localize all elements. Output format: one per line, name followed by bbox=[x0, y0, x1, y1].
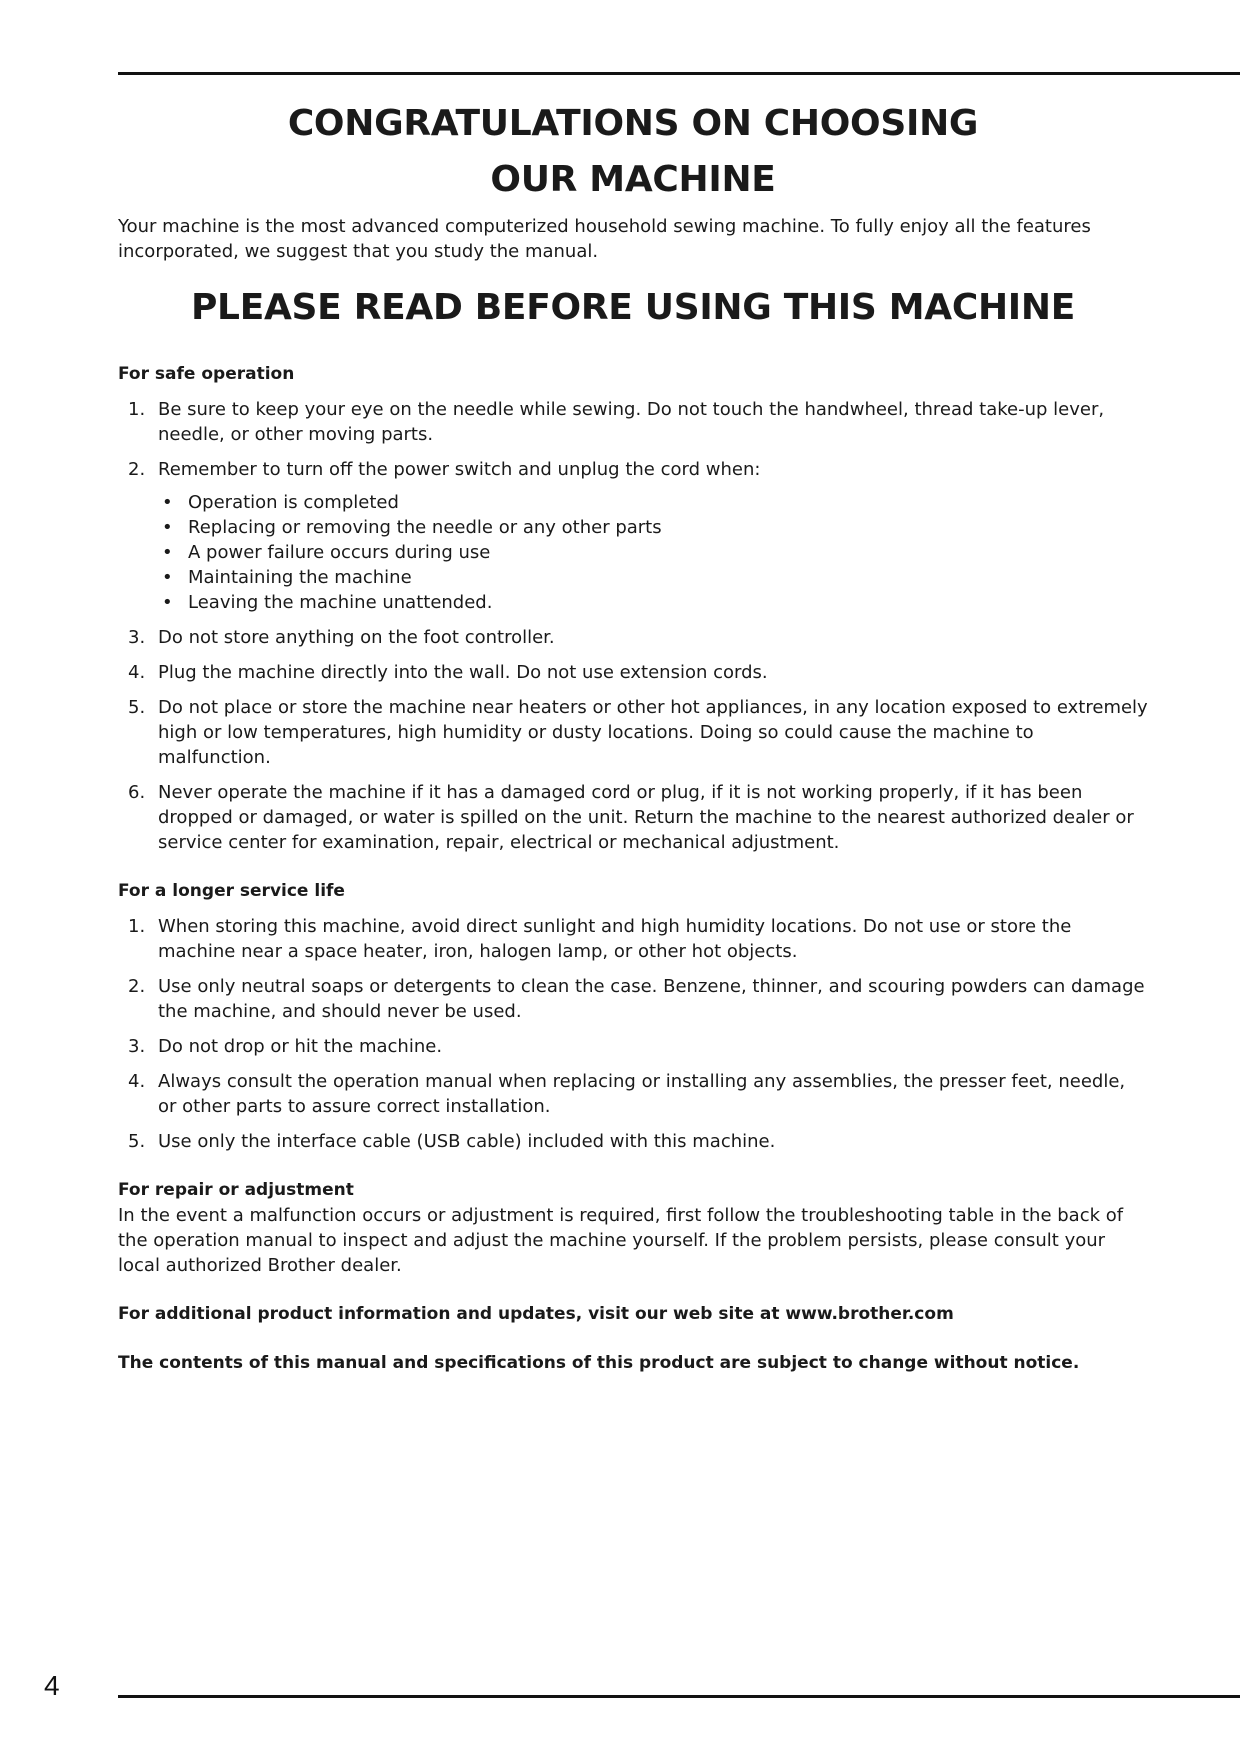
item-number: 2. bbox=[128, 976, 146, 997]
item-number: 5. bbox=[128, 1131, 146, 1152]
item-text: Be sure to keep your eye on the needle while sewing. Do not touch the handwheel, thread take-up lever, needle, or other moving parts. bbox=[158, 399, 1105, 445]
list-item bbox=[118, 914, 1148, 964]
list-item bbox=[118, 1034, 1148, 1059]
item-text: Do not store anything on the foot controller. bbox=[158, 627, 555, 648]
please-read-title: PLEASE READ BEFORE USING THIS MACHINE bbox=[190, 287, 1076, 328]
item-number: 4. bbox=[128, 1071, 146, 1092]
item-number: 2. bbox=[128, 459, 146, 480]
item-number: 1. bbox=[128, 399, 146, 420]
repair-paragraph: In the event a malfunction occurs or adjustment is required, first follow the troubleshooting table in the back of the operation manual to inspect and adjust the machine yourself. If the problem persists, please consult your local authorized Brother dealer. bbox=[118, 1205, 1124, 1276]
section-heading-service-life: For a longer service life bbox=[118, 881, 345, 901]
title-line-1: CONGRATULATIONS ON CHOOSING bbox=[287, 103, 979, 144]
change-notice-line: The contents of this manual and specifications of this product are subject to change without notice. bbox=[118, 1353, 1080, 1373]
bottom-rule bbox=[118, 1695, 1240, 1698]
bullet-item: • Leaving the machine unattended. bbox=[158, 590, 1148, 615]
page-number: 4 bbox=[44, 1670, 60, 1701]
item-number: 1. bbox=[128, 916, 146, 937]
bullet-item: • A power failure occurs during use bbox=[158, 540, 1148, 565]
list-item bbox=[118, 1129, 1148, 1154]
bullet-item: • Replacing or removing the needle or any other parts bbox=[158, 515, 1148, 540]
list-item bbox=[118, 660, 1148, 685]
item-text: Always consult the operation manual when replacing or installing any assemblies, the presser feet, needle, or other parts to assure correct installation. bbox=[158, 1071, 1126, 1117]
top-rule bbox=[118, 72, 1240, 75]
bullet-list bbox=[158, 490, 1148, 615]
list-item bbox=[118, 457, 1148, 615]
service-life-section bbox=[118, 879, 1148, 1154]
item-text: Use only neutral soaps or detergents to clean the case. Benzene, thinner, and scouring powders can damage the machine, and should never be used. bbox=[158, 976, 1145, 1022]
safe-operation-list bbox=[118, 397, 1148, 855]
intro-paragraph: Your machine is the most advanced computerized household sewing machine. To fully enjoy all the features incorporated, we suggest that you study the manual. bbox=[118, 216, 1091, 262]
page-title bbox=[118, 96, 1148, 208]
item-number: 3. bbox=[128, 1036, 146, 1057]
item-text: Never operate the machine if it has a damaged cord or plug, if it is not working properly, if it has been dropped or damaged, or water is spilled on the unit. Return the machine to the nearest authorized dealer or service center for examination, repair, electrical or mechanical adjustment. bbox=[158, 782, 1134, 853]
list-item bbox=[118, 1069, 1148, 1119]
list-item bbox=[118, 780, 1148, 855]
item-text: Plug the machine directly into the wall. Do not use extension cords. bbox=[158, 662, 768, 683]
list-item bbox=[118, 625, 1148, 650]
repair-section bbox=[118, 1178, 1148, 1278]
item-number: 6. bbox=[128, 782, 146, 803]
item-number: 4. bbox=[128, 662, 146, 683]
item-text: When storing this machine, avoid direct sunlight and high humidity locations. Do not use or store the machine near a space heater, iron, halogen lamp, or other hot objects. bbox=[158, 916, 1072, 962]
title-line-2: OUR MACHINE bbox=[490, 159, 776, 200]
list-item bbox=[118, 695, 1148, 770]
item-number: 5. bbox=[128, 697, 146, 718]
service-life-list bbox=[118, 914, 1148, 1154]
section-heading-safe-operation: For safe operation bbox=[118, 364, 295, 384]
bullet-item: • Operation is completed bbox=[158, 490, 1148, 515]
item-number: 3. bbox=[128, 627, 146, 648]
page-content bbox=[118, 96, 1148, 1376]
item-text: Do not place or store the machine near heaters or other hot appliances, in any location exposed to extremely high or low temperatures, high humidity or dusty locations. Doing so could cause the machine to malfunction. bbox=[158, 697, 1148, 768]
item-text: Do not drop or hit the machine. bbox=[158, 1036, 443, 1057]
additional-info-line: For additional product information and updates, visit our web site at www.brother.com bbox=[118, 1304, 954, 1324]
section-heading-repair: For repair or adjustment bbox=[118, 1180, 354, 1200]
safe-operation-section bbox=[118, 362, 1148, 855]
item-text: Use only the interface cable (USB cable) included with this machine. bbox=[158, 1131, 776, 1152]
bullet-item: • Maintaining the machine bbox=[158, 565, 1148, 590]
item-text: Remember to turn off the power switch and unplug the cord when: bbox=[158, 459, 761, 480]
list-item bbox=[118, 974, 1148, 1024]
list-item bbox=[118, 397, 1148, 447]
